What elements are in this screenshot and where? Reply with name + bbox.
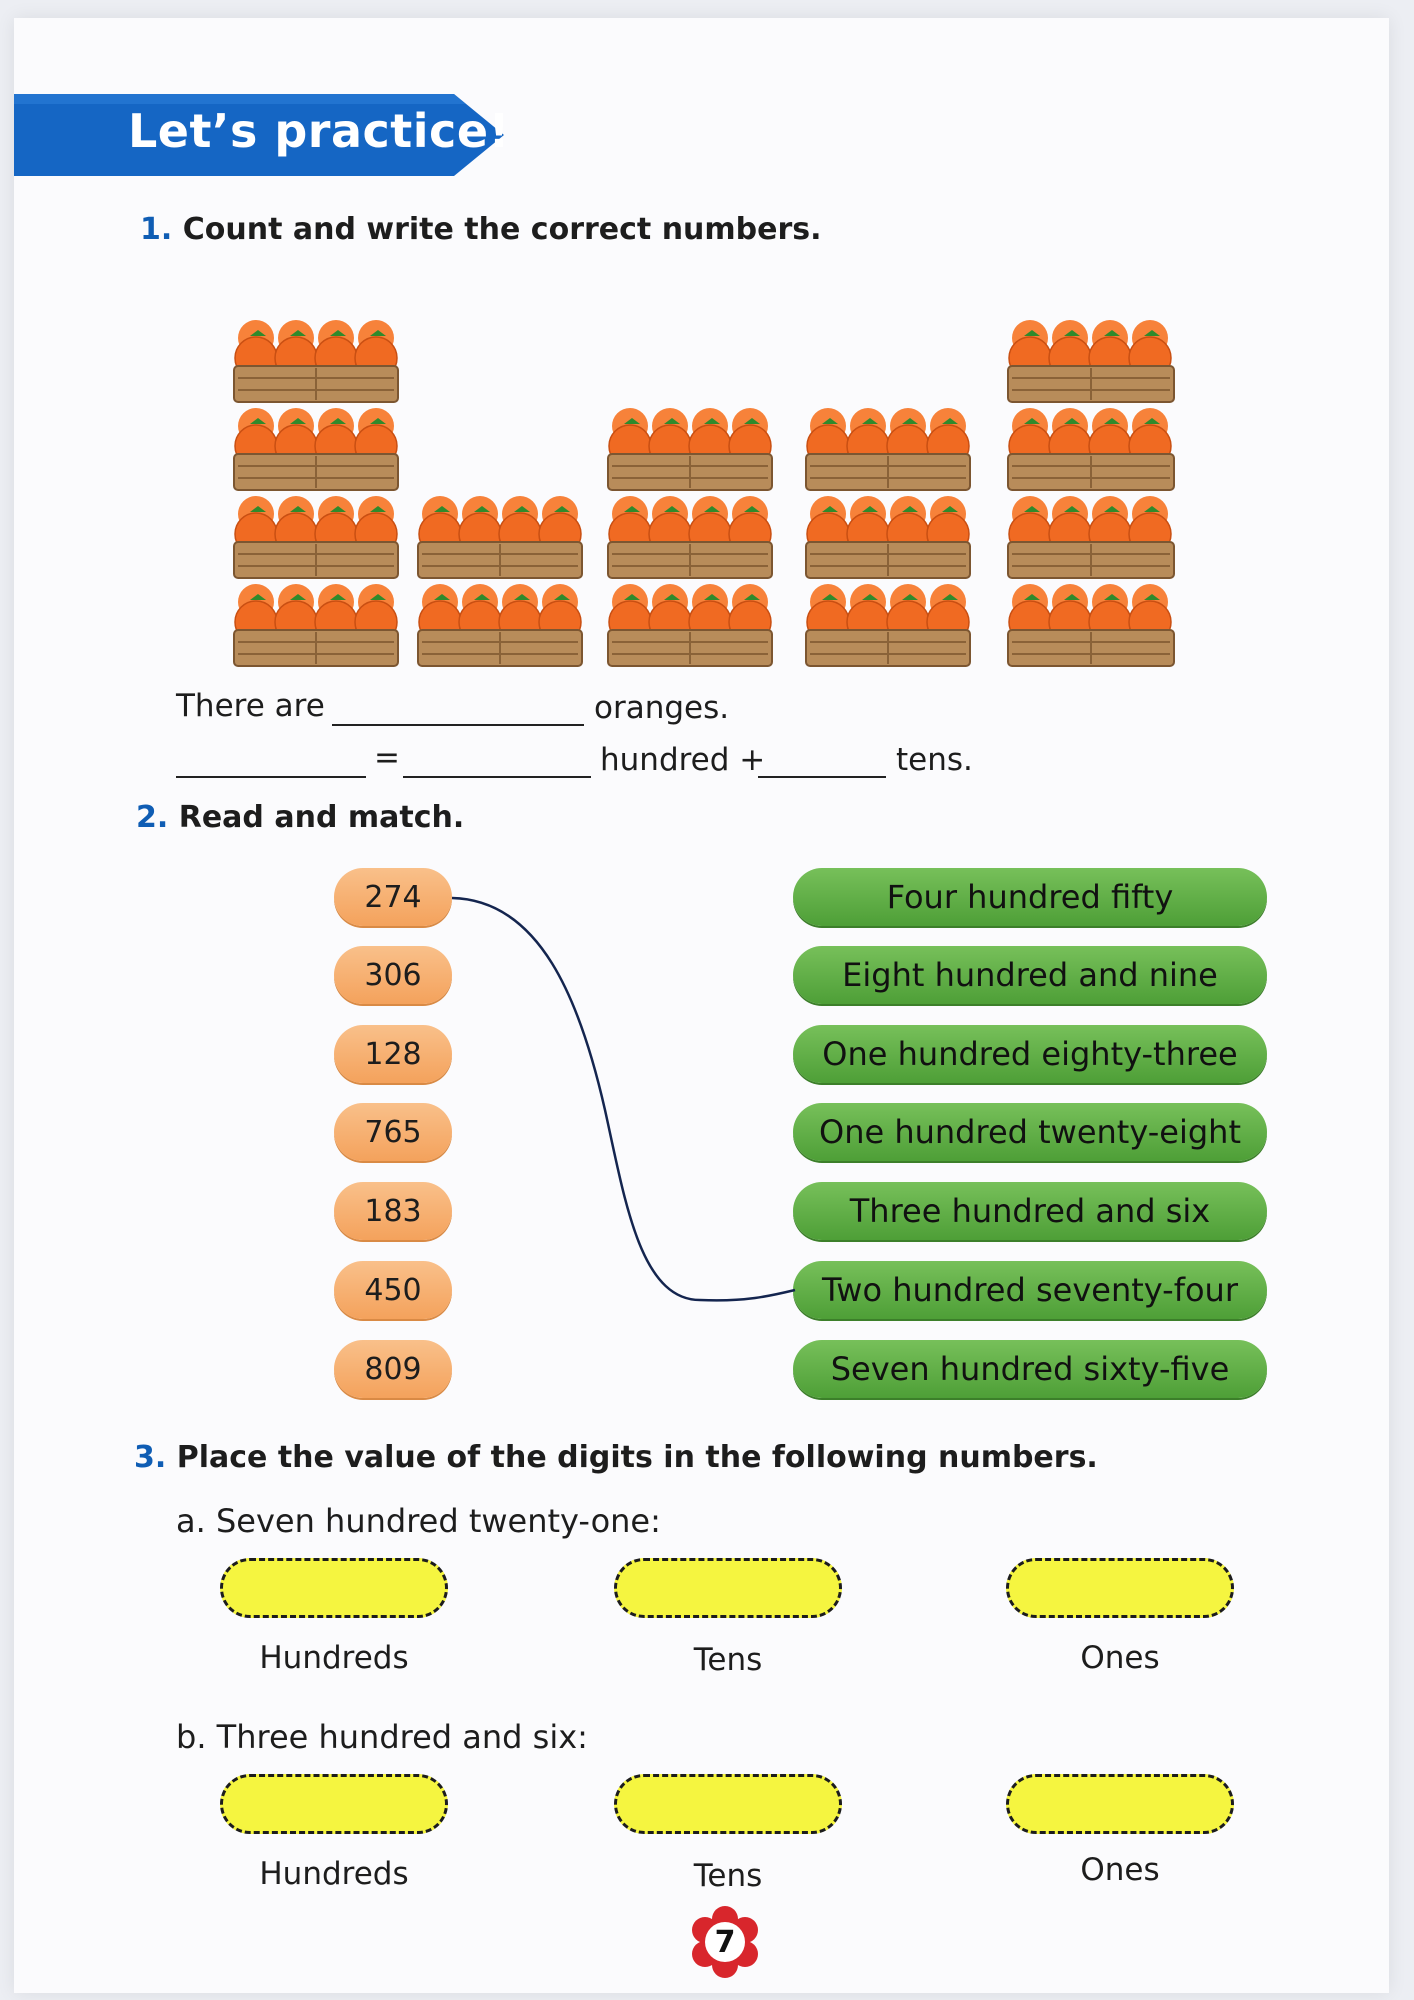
place-label-hundreds: Hundreds (259, 1640, 409, 1676)
sentence-there-are: There are (176, 688, 325, 724)
orange-crates-illustration (0, 0, 1414, 700)
number-pill[interactable]: 306 (334, 946, 452, 1004)
orange-crate (1008, 584, 1174, 666)
answer-box-3a-ones[interactable] (1006, 1558, 1234, 1618)
question-1-number: 1. (140, 212, 173, 247)
hundred-plus-label: hundred + (600, 742, 766, 778)
place-label-hundreds: Hundreds (259, 1856, 409, 1892)
orange-crate (608, 496, 772, 578)
number-pill[interactable]: 128 (334, 1025, 452, 1083)
tens-label: tens. (896, 742, 973, 778)
question-3-heading (134, 1440, 1098, 1475)
place-label-ones: Ones (1080, 1640, 1160, 1676)
question-3-number: 3. (134, 1440, 167, 1475)
page-number: 7 (714, 1924, 736, 1960)
orange-crate (806, 496, 970, 578)
question-3a-label: a. Seven hundred twenty-one: (176, 1502, 661, 1540)
word-pill[interactable]: Three hundred and six (793, 1182, 1267, 1240)
number-pill[interactable]: 765 (334, 1103, 452, 1161)
word-pill[interactable]: Seven hundred sixty-five (793, 1340, 1267, 1398)
orange-crate (234, 320, 398, 402)
question-2-heading (136, 800, 464, 835)
number-pill[interactable]: 450 (334, 1261, 452, 1319)
answer-box-3a-tens[interactable] (614, 1558, 842, 1618)
orange-crate (608, 584, 772, 666)
number-blank[interactable] (176, 776, 366, 778)
word-pill[interactable]: One hundred eighty-three (793, 1025, 1267, 1083)
answer-box-3b-ones[interactable] (1006, 1774, 1234, 1834)
answer-box-3b-hundreds[interactable] (220, 1774, 448, 1834)
oranges-count-blank[interactable] (332, 724, 584, 726)
place-label-ones: Ones (1080, 1852, 1160, 1888)
question-3b-label: b. Three hundred and six: (176, 1718, 588, 1756)
orange-crate (418, 584, 582, 666)
orange-crate (1008, 408, 1174, 490)
equals-sign: = (374, 740, 400, 776)
word-pill[interactable]: Eight hundred and nine (793, 946, 1267, 1004)
hundreds-blank[interactable] (403, 776, 591, 778)
word-pill[interactable]: Four hundred fifty (793, 868, 1267, 926)
word-pill[interactable]: Two hundred seventy-four (793, 1261, 1267, 1319)
orange-crate (608, 408, 772, 490)
question-1-title: Count and write the correct numbers. (182, 212, 822, 247)
orange-crate (806, 408, 970, 490)
place-label-tens: Tens (693, 1858, 763, 1894)
tens-blank[interactable] (758, 776, 886, 778)
banner-title: Let’s practice! (128, 104, 510, 158)
orange-crate (1008, 496, 1174, 578)
question-3-title: Place the value of the digits in the following numbers. (176, 1440, 1098, 1475)
orange-crate (234, 496, 398, 578)
question-2-title: Read and match. (178, 800, 465, 835)
number-pill[interactable]: 809 (334, 1340, 452, 1398)
number-pill[interactable]: 183 (334, 1182, 452, 1240)
sentence-oranges: oranges. (594, 690, 730, 726)
answer-box-3b-tens[interactable] (614, 1774, 842, 1834)
word-pill[interactable]: One hundred twenty-eight (793, 1103, 1267, 1161)
orange-crate (806, 584, 970, 666)
orange-crate (234, 584, 398, 666)
orange-crate (418, 496, 582, 578)
answer-box-3a-hundreds[interactable] (220, 1558, 448, 1618)
question-2-number: 2. (136, 800, 169, 835)
orange-crate (1008, 320, 1174, 402)
place-label-tens: Tens (693, 1642, 763, 1678)
orange-crate (234, 408, 398, 490)
number-pill[interactable]: 274 (334, 868, 452, 926)
